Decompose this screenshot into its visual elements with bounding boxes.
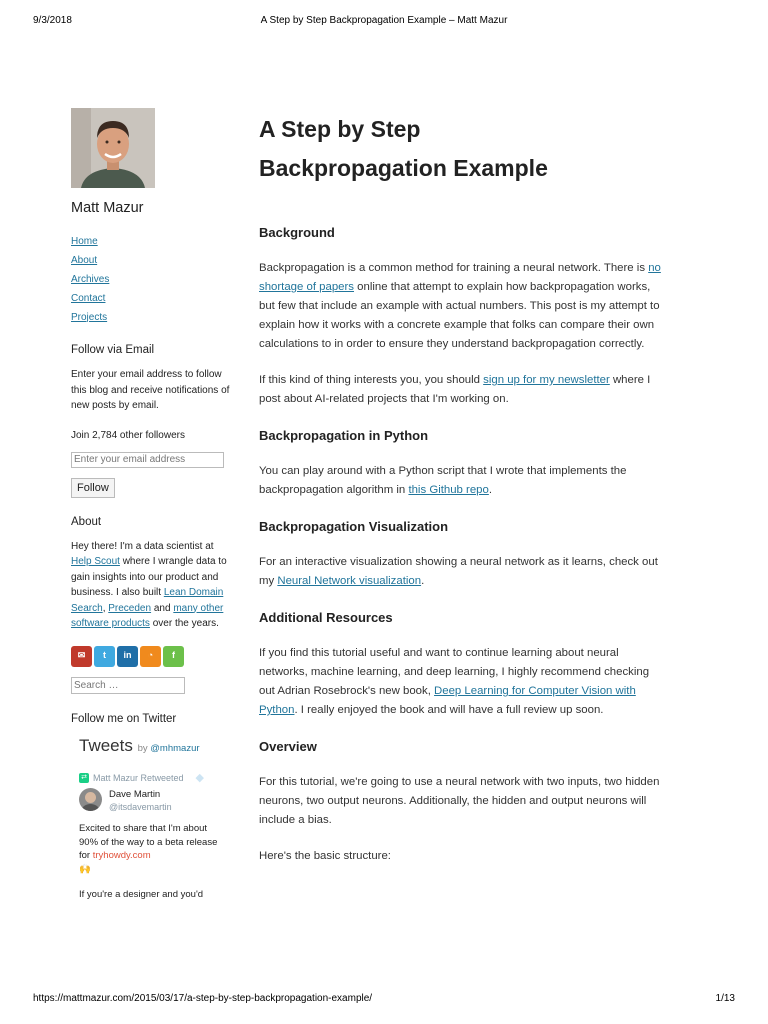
text-part: Backpropagation is a common method for training a neural network. There is xyxy=(259,262,649,274)
follow-button[interactable]: Follow xyxy=(71,478,115,498)
nav-contact[interactable]: Contact xyxy=(71,292,106,304)
tweet-author-name: Dave Martin xyxy=(109,789,161,800)
tweets-heading: Tweets xyxy=(79,736,133,755)
print-date: 9/3/2018 xyxy=(33,15,72,26)
text-part: . xyxy=(488,484,493,496)
text-part: backpropagation algorithm in xyxy=(259,484,409,496)
text-line: calculations to in order to ensure they understand backpropagation correctly. xyxy=(259,338,645,350)
link-other-products[interactable]: many other software products xyxy=(71,602,224,629)
nav-archives[interactable]: Archives xyxy=(71,273,110,285)
sidebar xyxy=(71,108,231,902)
text-line xyxy=(259,481,704,500)
print-url: https://mattmazur.com/2015/03/17/a-step-by-step-backpropagation-example/ xyxy=(33,993,373,1004)
text-line xyxy=(259,701,704,720)
text-part: my xyxy=(259,575,278,587)
nav-home[interactable]: Home xyxy=(71,235,98,247)
paragraph-structure: Here's the basic structure: xyxy=(259,850,391,862)
text-line xyxy=(259,278,704,297)
about-text-part: Hey there! I'm a data scientist at xyxy=(71,540,214,552)
retweet-label: Matt Mazur Retweeted xyxy=(93,773,184,783)
tweet-text-part: Excited to share that I'm about 90% of the way to a beta release for xyxy=(79,823,218,862)
text-line: For an interactive visualization showing a neural network as it learns, check out xyxy=(259,556,658,568)
text-line: For this tutorial, we're going to use a neural network with two inputs, two hidden xyxy=(259,776,660,788)
twitter-title: Follow me on Twitter xyxy=(71,712,177,725)
nav-about[interactable]: About xyxy=(71,254,98,266)
heading-background: Background xyxy=(259,225,335,240)
link-no-shortage-of-papers[interactable]: no xyxy=(648,262,661,274)
link-lean-domain-search[interactable]: Lean Domain Search xyxy=(71,587,224,614)
link-dl-book-cont[interactable]: Python xyxy=(259,704,295,716)
about-title: About xyxy=(71,516,102,528)
tweet-author-handle: @itsdavemartin xyxy=(109,802,172,812)
print-header xyxy=(33,15,735,29)
paragraph-background xyxy=(259,259,704,354)
text-part: . I really enjoyed the book and will have a full review up soon. xyxy=(294,704,604,716)
paragraph-newsletter xyxy=(259,371,704,409)
link-nn-visualization[interactable]: Neural Network visualization xyxy=(277,575,422,587)
article xyxy=(259,108,704,866)
tweet-author-avatar xyxy=(79,788,102,811)
followers-count: Join 2,784 other followers xyxy=(71,429,185,441)
text-line: include a bias. xyxy=(259,814,332,826)
paragraph-overview xyxy=(259,773,704,830)
text-part: If this kind of thing interests you, you should xyxy=(259,374,484,386)
feedly-icon[interactable]: f xyxy=(163,646,184,667)
heading-resources: Additional Resources xyxy=(259,610,393,625)
about-text-part: , xyxy=(102,602,109,614)
print-page-number: 1/13 xyxy=(715,993,735,1004)
retweet-icon: ⇄ xyxy=(79,773,89,783)
twitter-icon[interactable]: t xyxy=(94,646,115,667)
text-part: where I xyxy=(609,374,651,386)
link-github-repo[interactable]: this Github repo xyxy=(408,484,489,496)
paragraph-python xyxy=(259,462,704,500)
link-help-scout[interactable]: Help Scout xyxy=(71,556,120,567)
text-part: . xyxy=(421,575,425,587)
tweet-text xyxy=(79,822,219,877)
title-line: A Step by Step xyxy=(259,116,421,142)
about-text xyxy=(71,539,231,632)
linkedin-icon[interactable]: in xyxy=(117,646,138,667)
tweet-author[interactable] xyxy=(79,788,229,814)
text-line: post about AI-related projects that I'm working on. xyxy=(259,393,509,405)
title-line: Backpropagation Example xyxy=(259,155,548,181)
text-line xyxy=(259,682,704,701)
page-title xyxy=(259,108,704,188)
twitter-handle-link[interactable]: @mhmazur xyxy=(150,743,200,754)
email-field[interactable]: Enter your email address xyxy=(71,452,224,468)
tweets-header xyxy=(79,735,229,760)
heading-overview: Overview xyxy=(259,739,317,754)
text-line xyxy=(259,572,704,591)
about-text-part: over the years. xyxy=(149,618,219,629)
text-line: explain how it works with a concrete example that folks can compare their own xyxy=(259,319,655,331)
text-part: out Adrian Rosebrock's new book, xyxy=(259,685,435,697)
paragraph-resources xyxy=(259,644,704,720)
retweet-line xyxy=(79,772,229,784)
tweet-text-2: If you're a designer and you'd xyxy=(79,888,204,900)
link-dl-book[interactable]: Deep Learning for Computer Vision with xyxy=(434,685,636,697)
link-newsletter[interactable]: sign up for my newsletter xyxy=(483,374,610,386)
nav-projects[interactable]: Projects xyxy=(71,311,108,323)
print-page-title: A Step by Step Backpropagation Example – Matt Mazur xyxy=(260,15,508,26)
follow-email-title: Follow via Email xyxy=(71,343,155,356)
twitter-timeline xyxy=(71,735,229,902)
raised-hands-emoji: 🙌 xyxy=(79,864,91,876)
text-line xyxy=(259,259,704,278)
link-no-shortage-of-papers-cont[interactable]: shortage of papers xyxy=(259,281,354,293)
text-line xyxy=(259,371,704,390)
heading-python: Backpropagation in Python xyxy=(259,428,429,443)
text-line: but few that include an example with actual numbers. This post is my attempt to xyxy=(259,300,660,312)
print-footer xyxy=(33,993,735,1007)
text-part: online that attempt to explain how backpropagation works, xyxy=(354,281,651,293)
text-line: If you find this tutorial useful and want to continue learning about neural xyxy=(259,647,619,659)
site-name[interactable]: Matt Mazur xyxy=(71,200,144,216)
email-icon[interactable]: ✉ xyxy=(71,646,92,667)
follow-email-text: Enter your email address to follow this blog and receive notifications of new posts by email. xyxy=(71,369,230,411)
text-line: You can play around with a Python script that I wrote that implements the xyxy=(259,465,627,477)
about-text-part: and xyxy=(151,602,174,614)
tweets-by xyxy=(138,743,200,754)
site-nav xyxy=(71,232,231,327)
paragraph-visualization xyxy=(259,553,704,591)
search-input[interactable]: Search … xyxy=(71,677,185,694)
rss-icon[interactable]: ◔ xyxy=(140,646,161,667)
heading-visualization: Backpropagation Visualization xyxy=(259,519,449,534)
text-line: networks, machine learning, and deep learning, I highly recommend checking xyxy=(259,666,650,678)
avatar xyxy=(71,108,155,188)
social-links xyxy=(71,646,231,667)
tweet-link[interactable]: tryhowdy.com xyxy=(92,850,151,862)
text-line: neurons, two output neurons. Additionally, the hidden and output neurons will xyxy=(259,795,647,807)
author-photo xyxy=(71,108,155,188)
about-text-part: where I wrangle data to gain insights into our product and business. I also built xyxy=(71,556,227,598)
tweets-by-label: by xyxy=(137,743,148,754)
link-preceden[interactable]: Preceden xyxy=(108,602,152,614)
twitter-bird-icon: ◆ xyxy=(195,772,205,784)
